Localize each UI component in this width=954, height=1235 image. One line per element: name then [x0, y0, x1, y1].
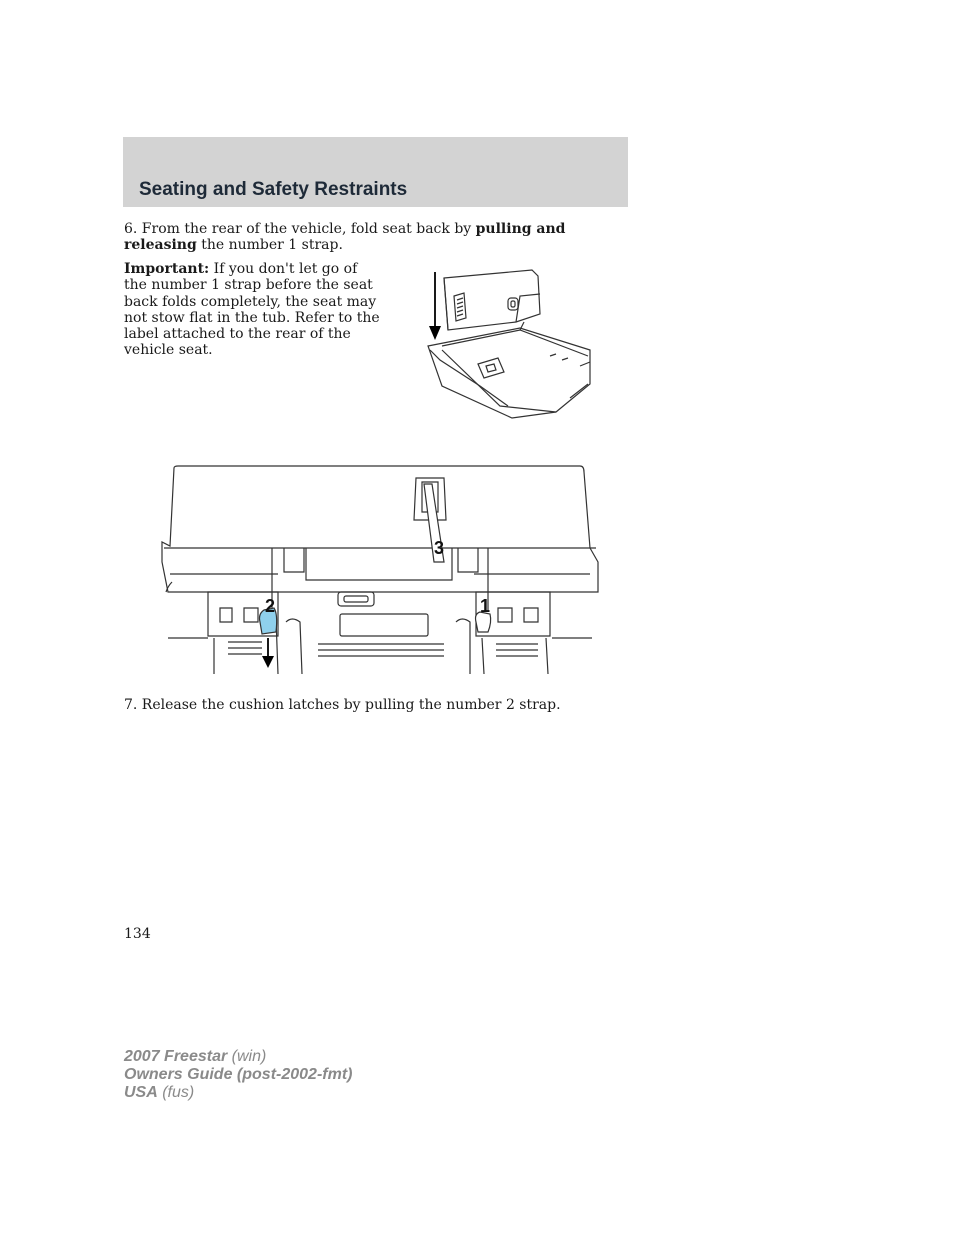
important-text: If you don't let go of the number 1 strap before the seat back folds completely, the seat may not stow flat in the tub. Refer to the label attached to the rear of the vehicle seat. — [124, 261, 380, 359]
important-label: Important: — [124, 261, 210, 277]
section-header-band — [123, 137, 628, 207]
step-6-emphasis: pulling and releasing — [124, 221, 566, 254]
strap-1-label: 1 — [480, 596, 491, 616]
step-7-paragraph: 7. Release the cushion latches by pulling the number 2 strap. — [124, 697, 561, 713]
important-note — [124, 261, 384, 359]
footer-line-2: Owners Guide (post-2002-fmt) — [124, 1066, 353, 1083]
document-footer — [124, 1048, 352, 1102]
strap-2-label: 2 — [265, 596, 276, 616]
step-6-paragraph — [124, 221, 628, 254]
seat-fold-illustration — [420, 266, 592, 428]
page-number: 134 — [124, 926, 151, 942]
step-6-text-start: 6. From the rear of the vehicle, fold seat back by — [124, 221, 476, 237]
step-6-text-end: the number 1 strap. — [196, 237, 343, 254]
seat-straps-illustration — [158, 462, 602, 678]
section-title: Seating and Safety Restraints — [139, 179, 408, 200]
footer-line-1: 2007 Freestar (win) — [124, 1048, 267, 1065]
strap-3-label: 3 — [434, 538, 445, 558]
footer-line-3: USA (fus) — [124, 1084, 195, 1101]
